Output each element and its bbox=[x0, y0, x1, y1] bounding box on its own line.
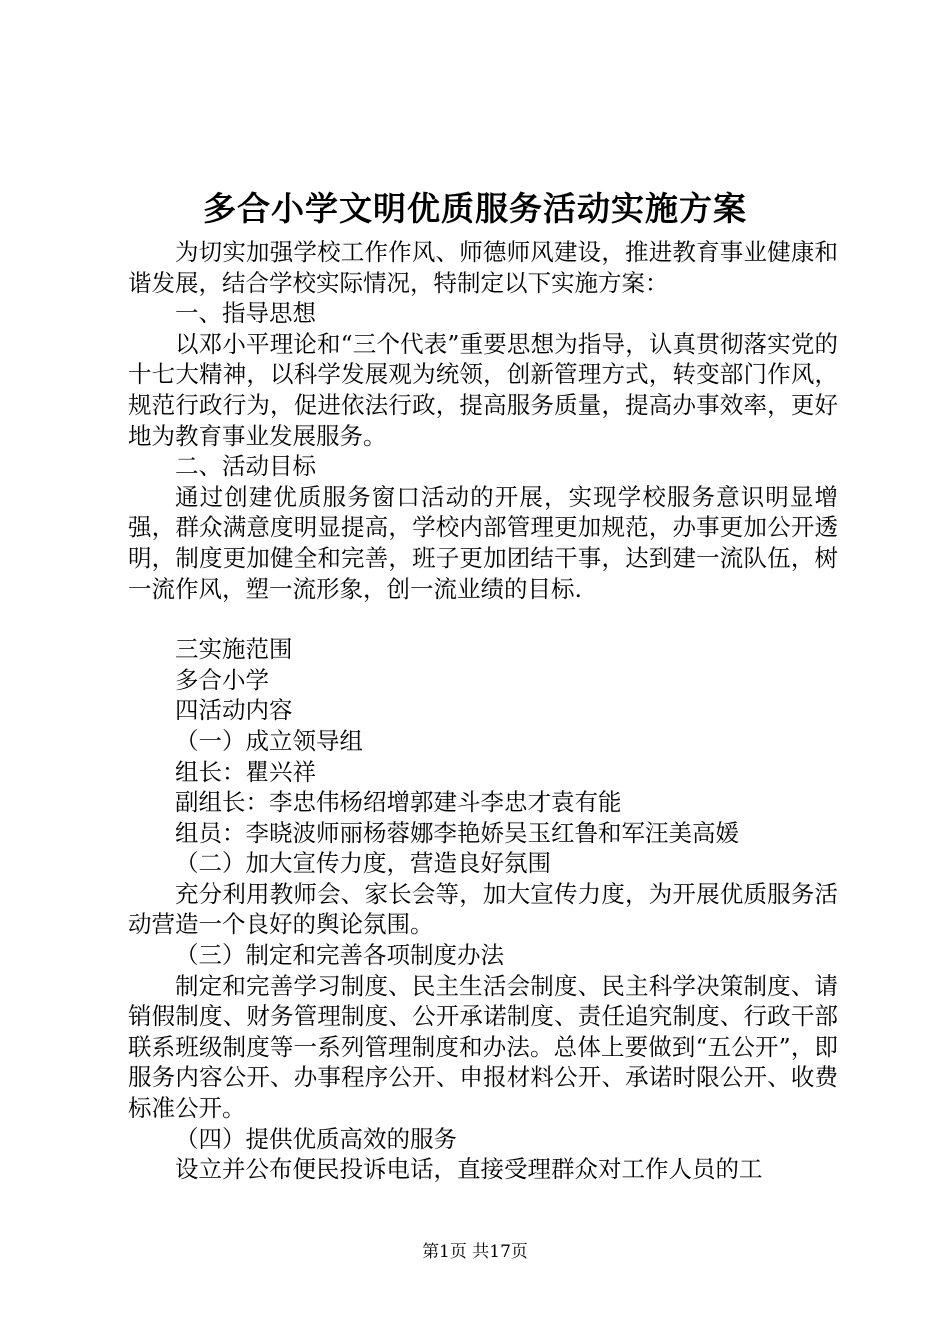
subsection-heading-quality-service: （四）提供优质高效的服务 bbox=[175, 1124, 457, 1153]
intro-paragraph: 为切实加强学校工作作风、师德师风建设，推进教育事业健康和谐发展，结合学校实际情况，特制定以下实施方案： bbox=[128, 238, 838, 297]
section-heading-scope: 三实施范围 bbox=[175, 635, 293, 664]
section-heading-activity-content: 四活动内容 bbox=[175, 696, 293, 725]
paragraph-gap bbox=[128, 604, 838, 634]
document-body bbox=[128, 237, 838, 1185]
guiding-thought-paragraph: 以邓小平理论和“三个代表”重要思想为指导，认真贯彻落实党的十七大精神，以科学发展观为统领，创新管理方式，转变部门作风，规范行政行为，促进依法行政，提高服务质量，提高办事效率，更好地为教育事业发展服务。 bbox=[128, 329, 838, 450]
section-heading-guiding-thought: 一、指导思想 bbox=[175, 299, 316, 328]
group-members-line: 组员：李晓波师丽杨蓉娜李艳娇吴玉红鲁和军汪美高媛 bbox=[175, 818, 739, 847]
section-heading-activity-goals: 二、活动目标 bbox=[175, 452, 316, 481]
publicity-paragraph: 充分利用教师会、家长会等，加大宣传力度，为开展优质服务活动营造一个良好的舆论氛围。 bbox=[128, 879, 838, 939]
page-number-footer: 第1页 共17页 bbox=[422, 1242, 528, 1262]
document-title: 多合小学文明优质服务活动实施方案 bbox=[203, 189, 747, 228]
subsection-heading-publicity: （二）加大宣传力度，营造良好氛围 bbox=[175, 849, 551, 878]
regulations-paragraph: 制定和完善学习制度、民主生活会制度、民主科学决策制度、请销假制度、财务管理制度、公开承诺制度、责任追究制度、行政干部联系班级制度等一系列管理制度和办法。总体上要做到“五公开”，即服务内容公开、办事程序公开、申报材料公开、承诺时限公开、收费标准公开。 bbox=[128, 971, 838, 1123]
activity-goals-paragraph: 通过创建优质服务窗口活动的开展，实现学校服务意识明显增强，群众满意度明显提高，学校内部管理更加规范，办事更加公开透明，制度更加健全和完善，班子更加团结干事，达到建一流队伍，树一流作风，塑一流形象，创一流业绩的目标. bbox=[128, 482, 838, 603]
subsection-heading-regulations: （三）制定和完善各项制度办法 bbox=[175, 941, 504, 970]
subsection-heading-leadership-group: （一）成立领导组 bbox=[175, 726, 363, 755]
quality-service-paragraph: 设立并公布便民投诉电话，直接受理群众对工作人员的工 bbox=[175, 1155, 763, 1184]
scope-text: 多合小学 bbox=[175, 665, 269, 694]
group-leader-line: 组长：瞿兴祥 bbox=[175, 757, 316, 786]
deputy-leader-line: 副组长：李忠伟杨绍增郭建斗李忠才袁有能 bbox=[175, 788, 622, 817]
